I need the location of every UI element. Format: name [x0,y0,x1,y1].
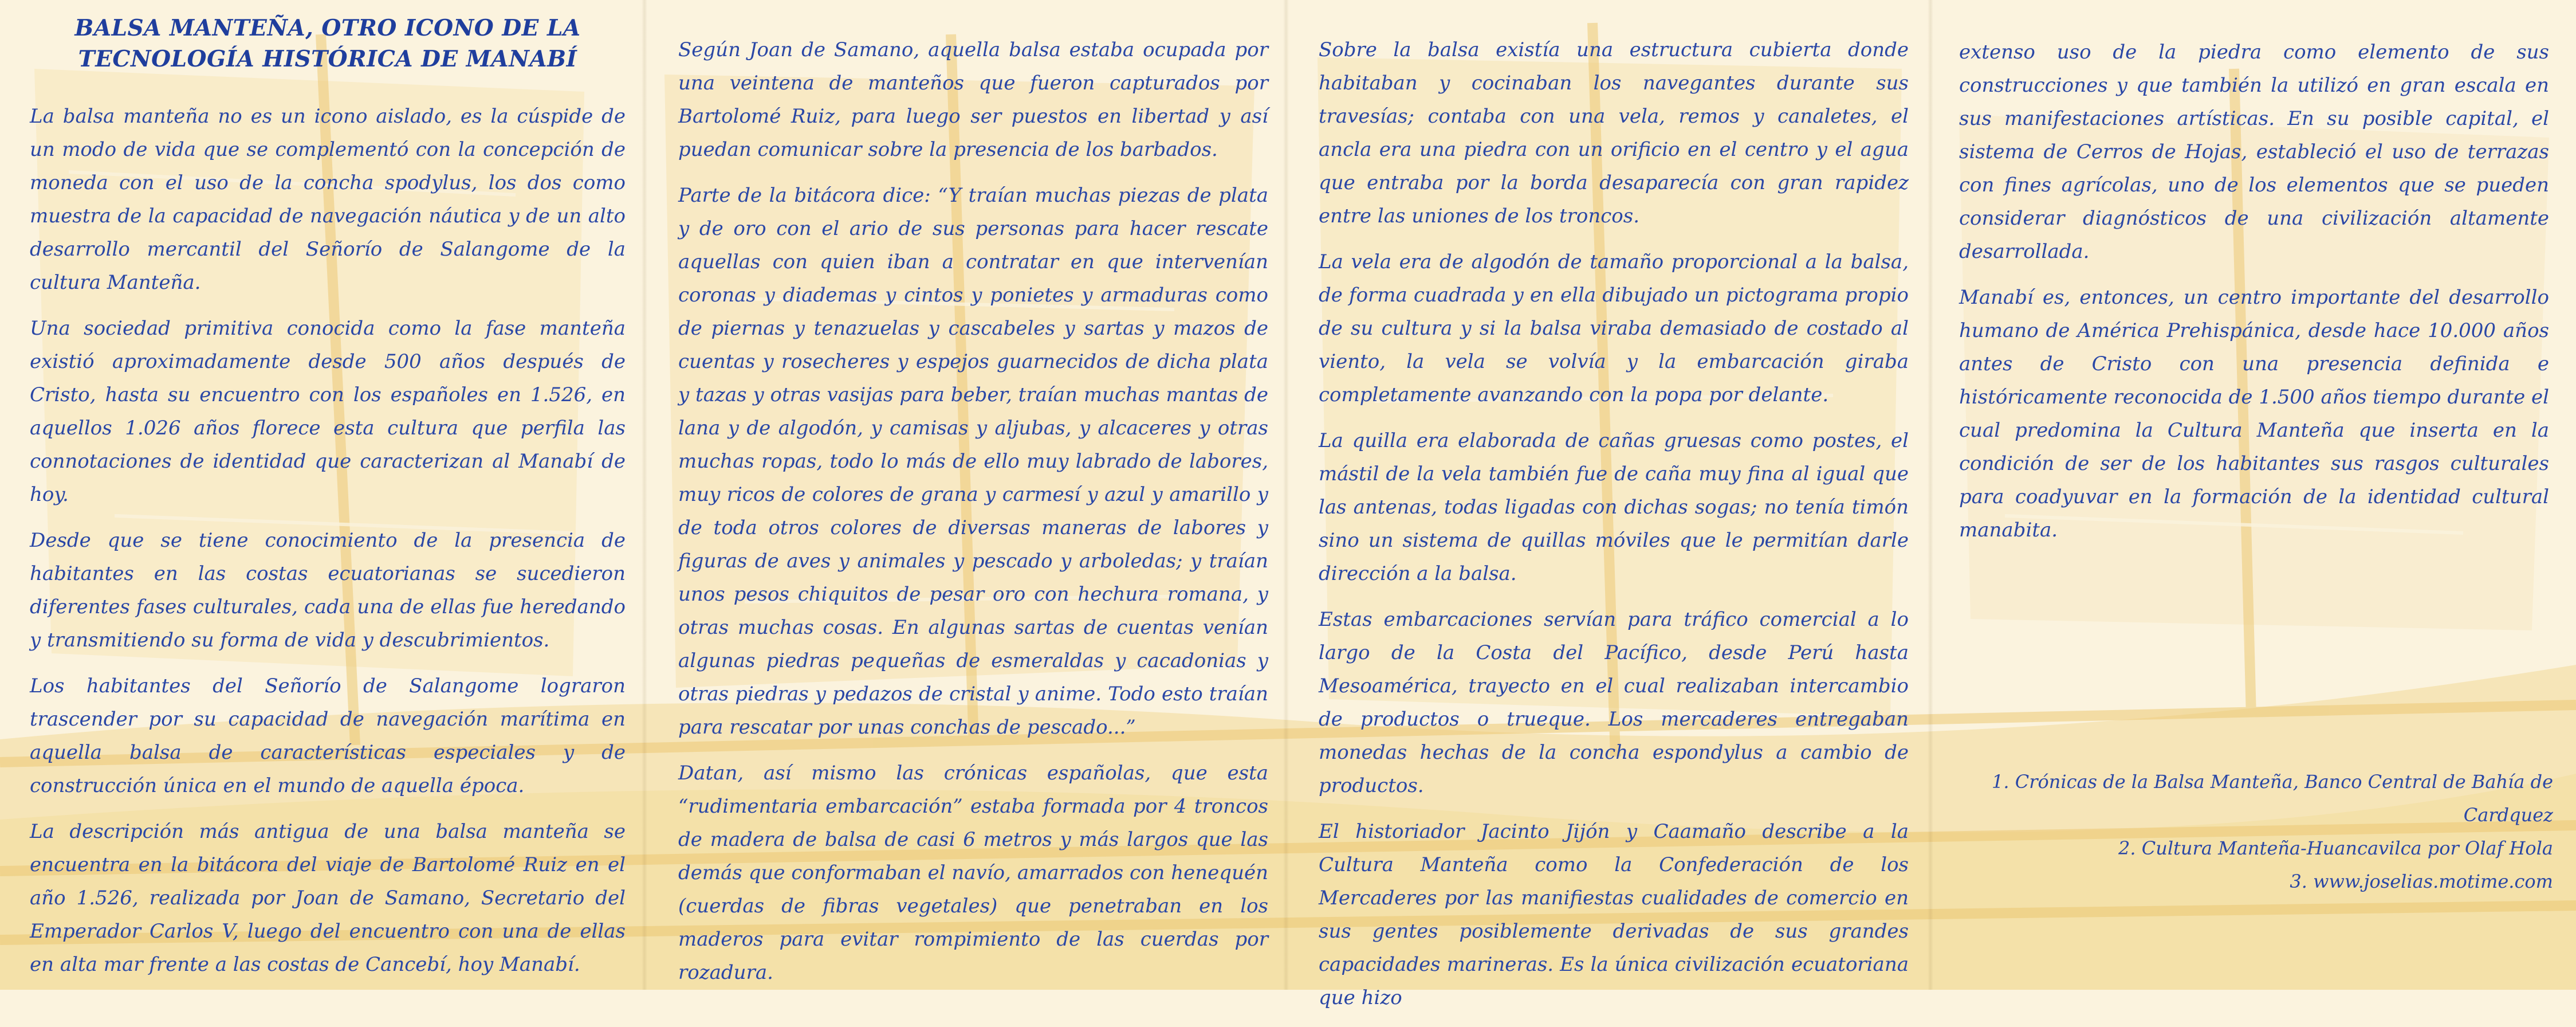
fold-line [642,0,647,990]
paragraph: Desde que se tiene conocimiento de la presencia de habitantes en las costas ecuatorianas se sucedieron diferentes fases culturales, cada una de ellas fue heredando y transmitiendo su forma de vida y descubrimientos. [30,529,626,652]
reference-item: 1. Crónicas de la Balsa Manteña, Banco Central de Bahía de [1992,771,2553,793]
paragraph: Manabí es, entonces, un centro importante del desarrollo humano de América Prehispánica, desde hace 10.000 años antes de Cristo con una presencia definida e históricamente reconocida de 1.500 años tiempo durante el cual predomina la Cultura Manteña que inserta en la condición de ser de los habitantes sus rasgos culturales para coadyuvar en la formación de la identidad cultural manabita. [1959,286,2549,542]
title-line-1: BALSA MANTEÑA, OTRO ICONO DE LA [74,15,581,41]
panel-2 [678,0,1268,1002]
paragraph: La descripción más antigua de una balsa manteña se encuentra en la bitácora del viaje de Bartolomé Ruiz en el año 1.526, realizada por Joan de Samano, Secretario del Emperador Carlos V, luego del encuentro con una de ellas en alta mar frente a las costas de Cancebí, hoy Manabí. [30,820,626,976]
paragraph: El historiador Jacinto Jijón y Caamaño describe a la Cultura Manteña como la Confederación de los Mercaderes por las manifiestas cualidades de comercio en sus gentes posiblemente derivadas de sus grandes capacidades marineras. Es la única civilización ecuatoriana que hizo [1319,820,1909,1009]
paragraph: La balsa manteña no es un icono aislado, es la cúspide de un modo de vida que se complementó con la concepción de moneda con el uso de la concha spodylus, los dos como muestra de la capacidad de navegación náutica y de un alto desarrollo mercantil del Señorío de Salangome de la cultura Manteña. [30,105,626,294]
fold-line [1283,0,1289,990]
fold-line [1928,0,1933,990]
paragraph: La quilla era elaborada de cañas gruesas como postes, el mástil de la vela también fue de caña muy fina al igual que las antenas, todas ligadas con dichas sogas; no tenía timón sino un sistema de quillas móviles que le permitían darle dirección a la balsa. [1319,429,1909,585]
panel-3 [1319,0,1909,1027]
paragraph: Parte de la bitácora dice: “Y traían muchas piezas de plata y de oro con el ario de sus personas para hacer rescate aquellas con quien iban a contratar en que intervenían coronas y diademas y cintos y ponietes y armaduras como de piernas y tenazuelas y cascabeles y sartas y mazos de cuentas y rosecheres y espejos guarnecidos de dicha plata y tazas y otras vasijas para beber, traían muchas mantas de lana y de algodón, y camisas y aljubas, y alcaceres y otras muchas ropas, todo lo más de ello muy labrado de labores, muy ricos de colores de grana y carmesí y azul y amarillo y de toda otros colores de diversas maneras de labores y figuras de aves y animales y pescado y arboledas; y traían unos pesos chiquitos de pesar oro con hechura romana, y otras muchas cosas. En algunas sartas de cuentas venían algunas piedras pequeñas de esmeraldas y cacadonias y otras piedras y pedazos de cristal y anime. Todo esto traían para rescatar por unas conchas de pescado...” [678,184,1268,739]
paragraph: Estas embarcaciones servían para tráfico comercial a lo largo de la Costa del Pacífico, desde Perú hasta Mesoamérica, trayecto en el cual realizaban intercambio de productos o trueque. Los mercaderes entregaban monedas hechas de la concha espondylus a cambio de productos. [1319,608,1909,797]
panel-1 [30,0,626,994]
title-line-2: TECNOLOGÍA HISTÓRICA DE MANABÍ [78,46,577,72]
paragraph: Según Joan de Samano, aquella balsa estaba ocupada por una veintena de manteños que fueron capturados por Bartolomé Ruiz, para luego ser puestos en libertad y así puedan comunicar sobre la presencia de los barbados. [678,38,1268,161]
paragraph: Sobre la balsa existía una estructura cubierta donde habitaban y cocinaban los navegantes durante sus travesías; contaba con una vela, remos y canaletes, el ancla era una piedra con un orificio en el centro y el agua que entraba por la borda desaparecía con gran rapidez entre las uniones de los troncos. [1319,38,1909,228]
reference-item: 3. www.joselias.motime.com [2290,871,2553,892]
references-list [1980,765,2553,898]
paragraph: extenso uso de la piedra como elemento de sus construcciones y que también la utilizó en gran escala en sus manifestaciones artísticas. En su posible capital, el sistema de Cerros de Hojas, estableció el uso de terrazas con fines agrícolas, uno de los elementos que se pueden considerar diagnósticos de una civilización altamente desarrollada. [1959,41,2549,263]
page-title [30,13,626,75]
paragraph: Los habitantes del Señorío de Salangome lograron trascender por su capacidad de navegación marítima en aquella balsa de características especiales y de construcción única en el mundo de aquella época. [30,675,626,797]
paragraph: La vela era de algodón de tamaño proporcional a la balsa, de forma cuadrada y en ella dibujado un pictograma propio de su cultura y si la balsa viraba demasiado de costado al viento, la vela se volvía y la embarcación giraba completamente avanzando con la popa por delante. [1319,250,1909,406]
reference-item: 2. Cultura Manteña-Huancavilca por Olaf Hola [2118,837,2553,859]
paragraph: Una sociedad primitiva conocida como la fase manteña existió aproximadamente desde 500 años después de Cristo, hasta su encuentro con los españoles en 1.526, en aquellos 1.026 años florece esta cultura que perfila las connotaciones de identidad que caracterizan al Manabí de hoy. [30,317,626,506]
paragraph: Datan, así mismo las crónicas españolas, que esta “rudimentaria embarcación” estaba formada por 4 troncos de madera de balsa de casi 6 metros y más largos que las demás que conformaban el navío, amarrados con henequén (cuerdas de fibras vegetales) que penetraban en los maderos para evitar rompimiento de las cuerdas por rozadura. [678,762,1268,984]
reference-item: Cardquez [2463,804,2553,826]
panel-4 [1959,0,2549,559]
